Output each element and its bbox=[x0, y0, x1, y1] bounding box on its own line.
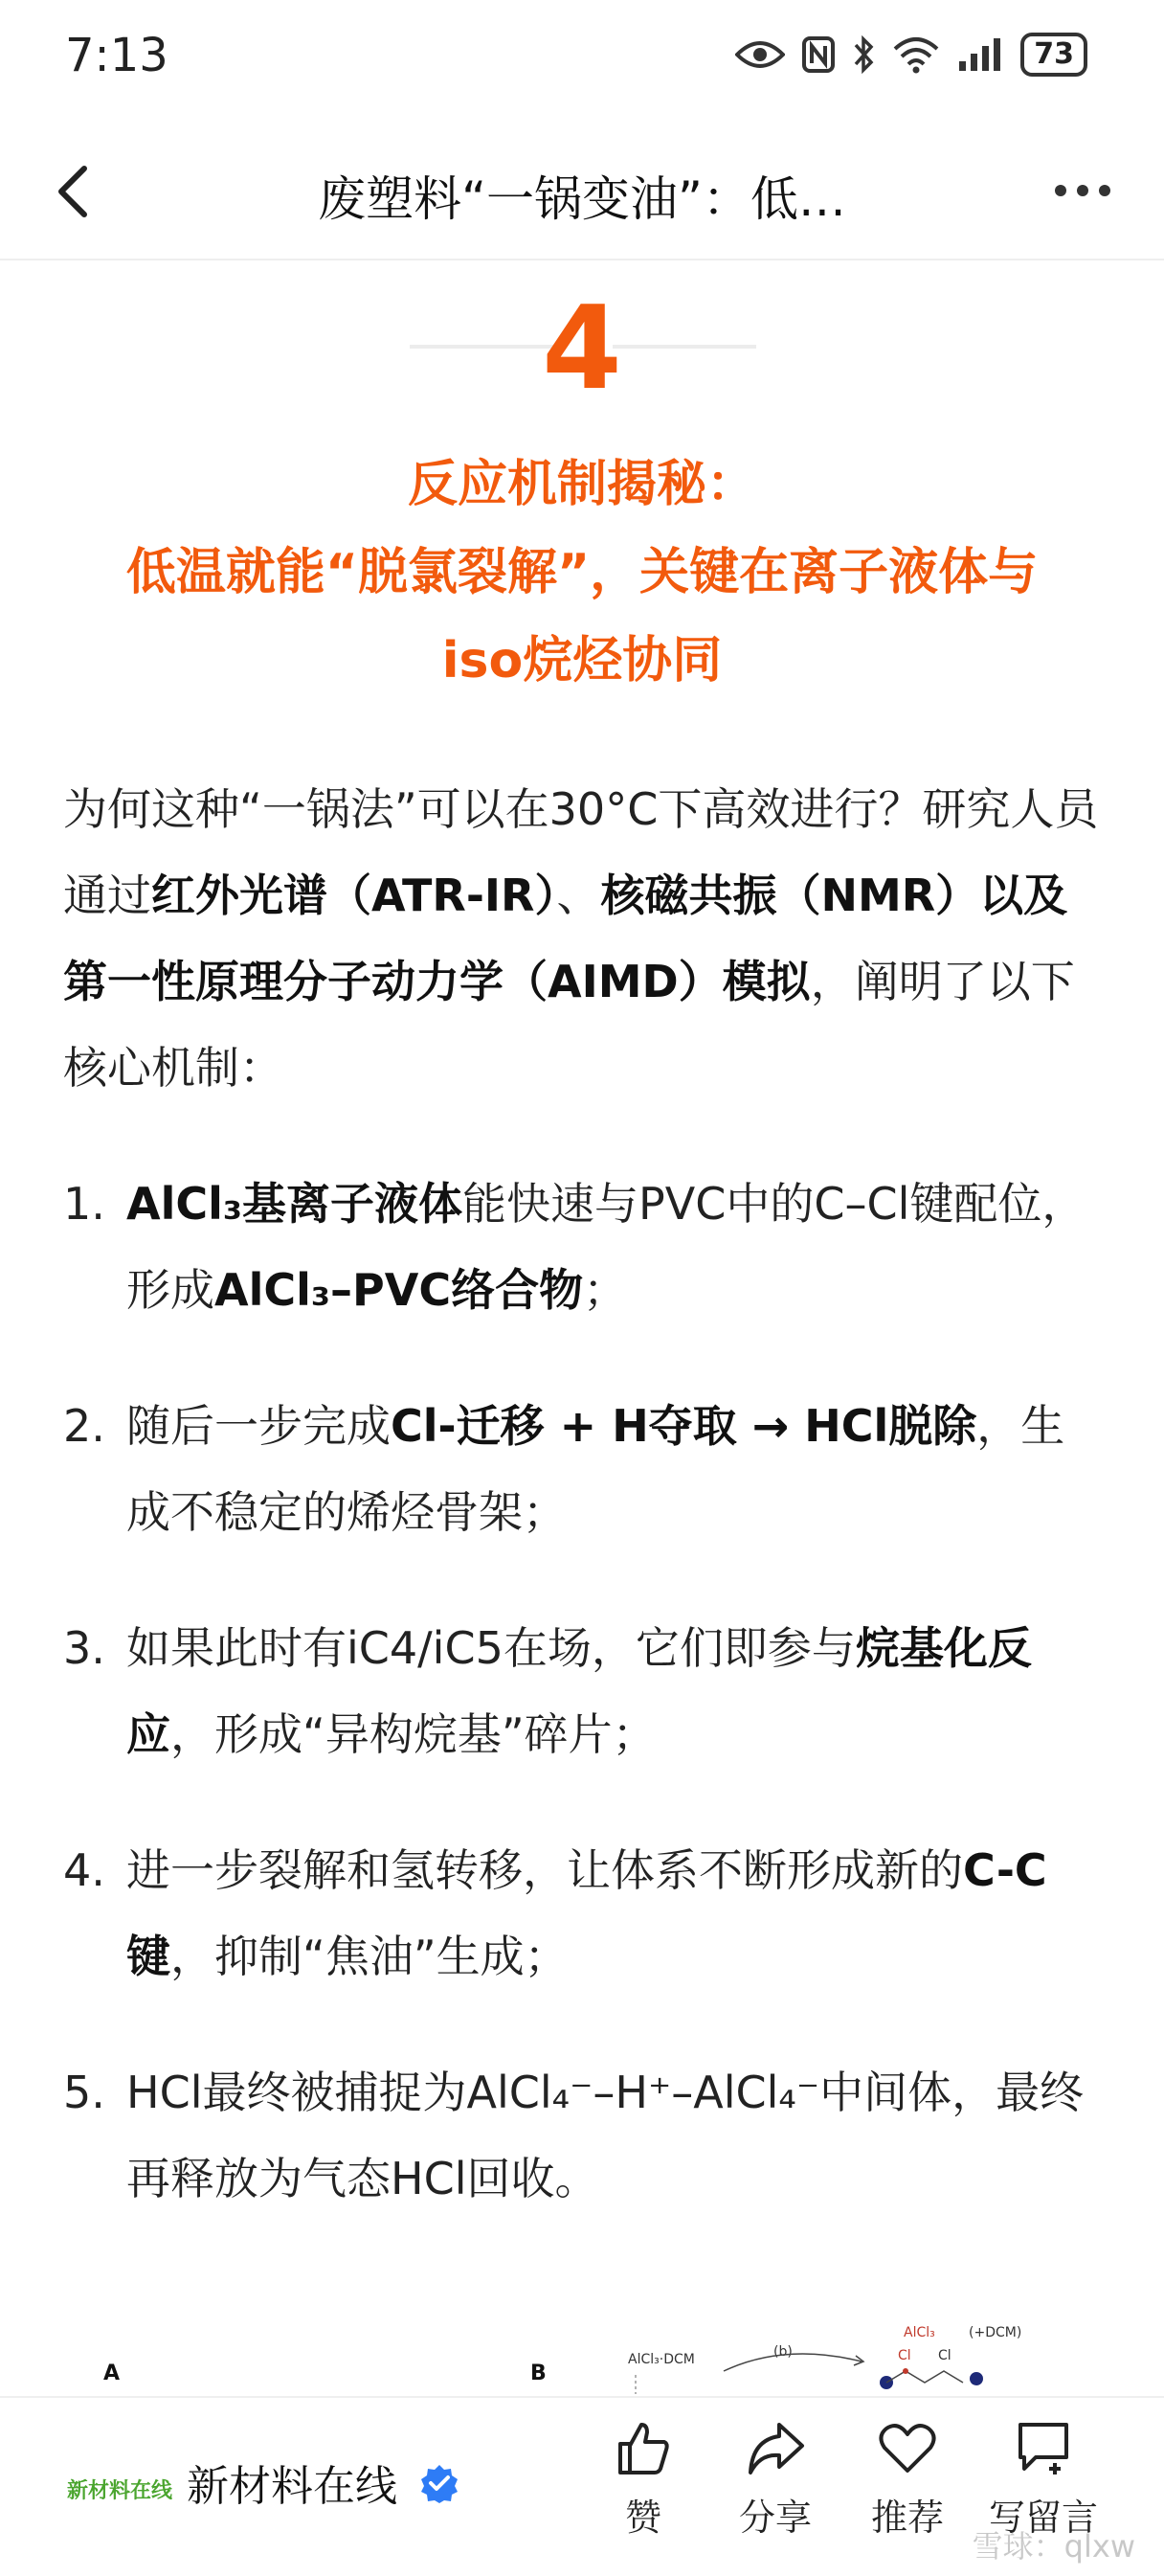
nfc-icon bbox=[802, 36, 835, 73]
list-item bbox=[63, 1161, 1107, 1333]
list-item bbox=[63, 1605, 1107, 1777]
recommend-label: 推荐 bbox=[870, 2497, 944, 2539]
section-title bbox=[57, 441, 1107, 705]
list-bold: Cl-迁移 + H夺取 → HCl脱除 bbox=[391, 1400, 977, 1452]
list-number: 2. bbox=[63, 1400, 105, 1452]
share-icon bbox=[745, 2417, 806, 2478]
eye-icon bbox=[735, 37, 785, 72]
list-text: HCl最终被捕捉为AlCl₄⁻–H⁺–AlCl₄⁻中间体，最终再释放为气态HCl回收。 bbox=[126, 2067, 1085, 2204]
nav-bar bbox=[0, 124, 1164, 260]
bottom-bar bbox=[0, 2396, 1164, 2576]
status-time: 7:13 bbox=[65, 29, 168, 82]
list-bold: AlCl₃–PVC络合物 bbox=[214, 1264, 584, 1316]
more-button[interactable] bbox=[1049, 167, 1116, 215]
article-body bbox=[63, 766, 1107, 2222]
list-item bbox=[63, 1827, 1107, 2000]
more-icon bbox=[1049, 167, 1116, 215]
recommend-button[interactable] bbox=[850, 2417, 965, 2541]
section-title-line-3: iso烷烃协同 bbox=[441, 632, 723, 689]
list-text: ，形成“异构烷基”碎片； bbox=[170, 1708, 657, 1760]
verified-badge-icon bbox=[419, 2463, 459, 2503]
comment-label: 写留言 bbox=[988, 2497, 1098, 2539]
section-number-block bbox=[0, 282, 1164, 416]
figure-text-cl-2: Cl bbox=[938, 2348, 951, 2363]
section-number: 4 bbox=[542, 282, 622, 416]
share-button[interactable] bbox=[718, 2417, 833, 2541]
figure-image[interactable] bbox=[0, 2308, 1164, 2394]
list-text: 进一步裂解和氢转移，让体系不断形成新的 bbox=[126, 1844, 963, 1896]
account-logo[interactable]: 新材料在线 bbox=[67, 2479, 173, 2503]
heart-icon bbox=[877, 2417, 938, 2478]
signal-icon bbox=[957, 36, 1003, 73]
status-bar bbox=[0, 0, 1164, 115]
list-text: 随后一步完成 bbox=[126, 1400, 391, 1452]
list-bold: 烷基化反应 bbox=[126, 1622, 1032, 1760]
figure-text-cl-1: Cl bbox=[898, 2348, 911, 2363]
section-title-line-2: 低温就能“脱氯裂解”，关键在离子液体与 bbox=[125, 544, 1039, 601]
back-arrow-icon bbox=[48, 163, 105, 220]
figure-drawing bbox=[0, 2308, 1164, 2394]
figure-text-dcm: (+DCM) bbox=[969, 2325, 1022, 2340]
list-item bbox=[63, 1383, 1107, 1555]
battery-icon: 73 bbox=[1020, 33, 1087, 77]
list-text: ，生成不稳定的烯烃骨架； bbox=[126, 1400, 1065, 1538]
list-number: 4. bbox=[63, 1844, 105, 1896]
back-button[interactable] bbox=[48, 163, 105, 220]
list-bold: AlCl₃基离子液体 bbox=[126, 1178, 463, 1230]
figure-label-b: B bbox=[530, 2361, 547, 2385]
figure-label-a: A bbox=[103, 2361, 121, 2385]
figure-text-alcl3-dcm: AlCl₃·DCM bbox=[628, 2352, 695, 2367]
list-text: ，抑制“焦油”生成； bbox=[170, 1931, 569, 1982]
comment-add-icon bbox=[1013, 2417, 1074, 2478]
intro-paragraph bbox=[63, 766, 1107, 1111]
list-text: 如果此时有iC4/iC5在场，它们即参与 bbox=[126, 1622, 856, 1674]
share-label: 分享 bbox=[738, 2497, 812, 2539]
list-text: 能快速与PVC中的C–Cl键配位，形成 bbox=[126, 1178, 1086, 1316]
like-label: 赞 bbox=[624, 2497, 661, 2539]
list-number: 5. bbox=[63, 2067, 105, 2118]
account-name[interactable]: 新材料在线 bbox=[187, 2462, 397, 2511]
section-title-line-1: 反应机制揭秘： bbox=[407, 456, 756, 513]
intro-bold-1: 红外光谱（ATR-IR） bbox=[151, 870, 557, 921]
page-title: 废塑料“一锅变油”：低… bbox=[318, 171, 846, 227]
list-number: 3. bbox=[63, 1622, 105, 1674]
list-text: ； bbox=[583, 1264, 628, 1316]
mechanism-list bbox=[63, 1161, 1107, 2222]
intro-bold-2: 核磁共振（NMR）以及第一性原理分子动力学（AIMD）模拟 bbox=[63, 870, 1068, 1007]
bluetooth-icon bbox=[852, 35, 875, 74]
status-icons bbox=[735, 33, 1087, 77]
list-bold: C-C键 bbox=[126, 1844, 1047, 1982]
intro-text-1: 为何这种“一锅法”可以在30°C下高效进行？研究人员通过 bbox=[63, 783, 1099, 921]
watermark: 雪球：qlxw bbox=[972, 2528, 1135, 2565]
thumbs-up-icon bbox=[613, 2417, 674, 2478]
like-button[interactable] bbox=[586, 2417, 701, 2541]
figure-text-alcl3: AlCl₃ bbox=[904, 2325, 935, 2340]
list-number: 1. bbox=[63, 1178, 105, 1230]
list-item bbox=[63, 2049, 1107, 2222]
intro-text-3: ，阐明了以下核心机制： bbox=[63, 956, 1075, 1094]
intro-text-2: 、 bbox=[556, 870, 601, 921]
wifi-icon bbox=[892, 35, 940, 74]
figure-text-b: (b) bbox=[773, 2344, 793, 2360]
